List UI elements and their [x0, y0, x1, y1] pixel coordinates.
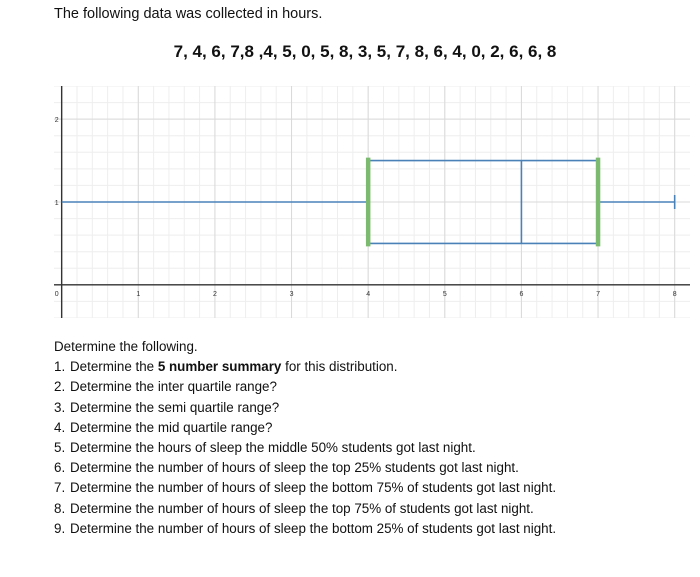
- question-text: Determine the mid quartile range?: [70, 419, 273, 435]
- question-item: [54, 478, 556, 498]
- question-item: [54, 357, 556, 377]
- question-text: Determine the number of hours of sleep the bottom 75% of students got last night.: [70, 480, 557, 496]
- question-item: [54, 377, 556, 397]
- y-tick-label: 2: [54, 117, 59, 125]
- question-item: [54, 418, 556, 438]
- x-tick-label: 7: [596, 290, 601, 298]
- question-text: Determine the semi quartile range?: [70, 399, 280, 415]
- question-text: Determine the number of hours of sleep the top 75% of students got last night.: [70, 500, 534, 516]
- question-number: 9.: [54, 520, 66, 536]
- question-text: Determine the number of hours of sleep the top 25% students got last night.: [70, 460, 519, 476]
- question-number: 6.: [54, 460, 66, 476]
- y-tick-label: 1: [54, 200, 59, 207]
- question-number: 2.: [54, 379, 66, 395]
- question-text: Determine the hours of sleep the middle 50% students got last night.: [70, 440, 476, 456]
- questions-list: [54, 357, 556, 539]
- x-tick-label: 5: [442, 290, 447, 298]
- x-tick-label: 1: [136, 290, 141, 298]
- x-tick-label: 6: [519, 290, 524, 298]
- intro-text: The following data was collected in hours.: [54, 6, 323, 22]
- question-item: [54, 458, 556, 478]
- x-tick-label: 8: [672, 290, 677, 298]
- question-emphasis: 5 number summary: [157, 359, 282, 375]
- question-number: 1.: [54, 359, 66, 375]
- x-tick-label: 2: [212, 290, 217, 298]
- box-plot: [54, 86, 690, 318]
- question-text: Determine the inter quartile range?: [70, 379, 277, 395]
- dataset-values: 7, 4, 6, 7,8 ,4, 5, 0, 5, 8, 3, 5, 7, 8, 6, 4, 0, 2, 6, 6, 8: [173, 42, 557, 61]
- x-tick-label: 4: [366, 290, 371, 298]
- question-text-end: for this distribution.: [281, 359, 398, 375]
- question-number: 8.: [54, 500, 66, 516]
- x-tick-label: 3: [289, 290, 294, 298]
- question-text: Determine the number of hours of sleep the bottom 25% of students got last night.: [70, 520, 557, 536]
- question-item: [54, 398, 556, 418]
- question-number: 4.: [54, 419, 66, 435]
- questions-heading: Determine the following.: [54, 339, 198, 354]
- questions-section: [54, 337, 556, 539]
- question-number: 3.: [54, 399, 66, 415]
- question-item: [54, 438, 556, 458]
- x-tick-label: 0: [54, 290, 59, 298]
- question-number: 7.: [54, 480, 66, 496]
- question-item: [54, 519, 556, 539]
- question-item: [54, 499, 556, 519]
- question-number: 5.: [54, 440, 66, 456]
- question-text: Determine the: [70, 359, 158, 375]
